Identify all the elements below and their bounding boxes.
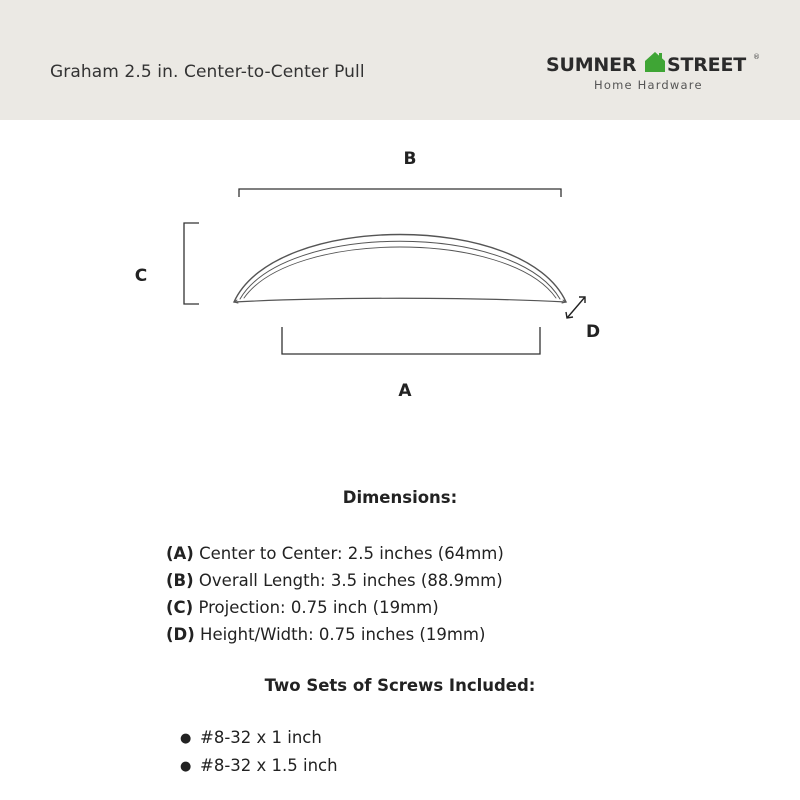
list-item — [166, 594, 504, 621]
screws-list — [180, 724, 338, 780]
spec-text: Height/Width: 0.75 inches (19mm) — [200, 625, 486, 644]
list-item — [180, 752, 338, 780]
spec-text: Projection: 0.75 inch (19mm) — [198, 598, 439, 617]
header-banner — [0, 0, 800, 120]
spec-key: (C) — [166, 598, 194, 617]
dimensions-heading: Dimensions: — [342, 488, 458, 507]
list-item — [180, 724, 338, 752]
product-title: Graham 2.5 in. Center-to-Center Pull — [50, 62, 365, 82]
spec-key: (A) — [166, 544, 194, 563]
label-d: D — [585, 322, 601, 342]
label-a: A — [398, 381, 412, 401]
brand-name-right: STREET — [667, 54, 746, 76]
brand-logo — [546, 48, 760, 94]
dimension-line-b — [239, 189, 561, 197]
brand-tagline: Home Hardware — [594, 78, 703, 92]
screw-text: #8-32 x 1.5 inch — [200, 756, 338, 775]
house-icon — [644, 50, 666, 74]
label-b: B — [403, 149, 417, 169]
spec-text: Center to Center: 2.5 inches (64mm) — [199, 544, 504, 563]
dimension-arrow-d — [566, 297, 585, 318]
bullet-icon: ● — [180, 759, 192, 774]
spec-key: (D) — [166, 625, 195, 644]
list-item — [166, 540, 504, 567]
dimensions-list — [166, 540, 504, 648]
registered-mark: ® — [753, 53, 760, 61]
cabinet-pull-drawing — [234, 235, 566, 304]
pull-dimension-diagram — [0, 120, 800, 420]
brand-name-left: SUMNER — [546, 54, 637, 76]
list-item — [166, 621, 504, 648]
label-c: C — [134, 266, 148, 286]
dimension-line-c — [184, 223, 199, 304]
spec-text: Overall Length: 3.5 inches (88.9mm) — [198, 571, 503, 590]
list-item — [166, 567, 504, 594]
dimension-line-a — [282, 327, 540, 354]
screws-heading: Two Sets of Screws Included: — [264, 676, 536, 695]
bullet-icon: ● — [180, 731, 192, 746]
spec-key: (B) — [166, 571, 194, 590]
screw-text: #8-32 x 1 inch — [200, 728, 322, 747]
